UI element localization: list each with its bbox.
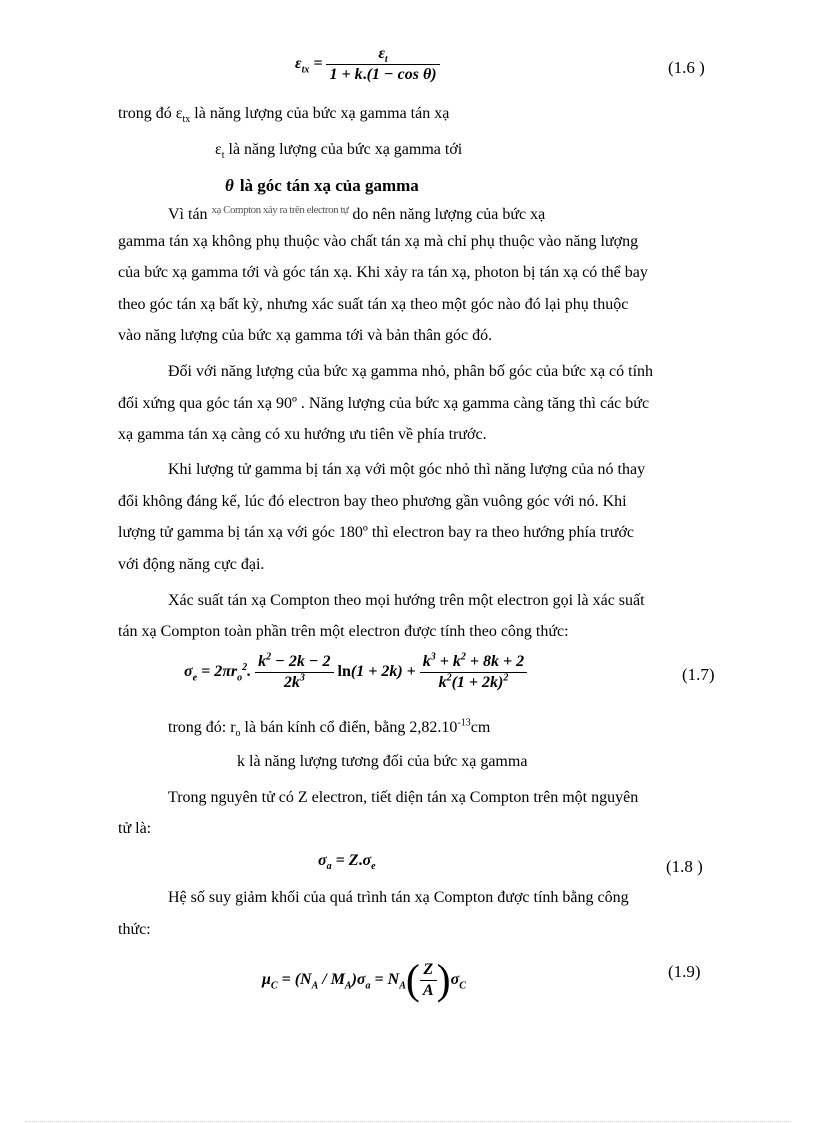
paragraph-3-line-3: lượng tử gamma bị tán xạ với góc 180º thì electron bay ra theo hướng phía trước: [118, 524, 635, 541]
paragraph-2-line-1: Đối với năng lượng của bức xạ gamma nhỏ, phân bố góc của bức xạ có tính: [168, 363, 654, 380]
paragraph-6-line-2: thức:: [118, 921, 151, 938]
classical-radius-text: là bán kính cổ điển, bằng 2,82.10: [244, 719, 458, 736]
paragraph-5-line-1: Trong nguyên tử có Z electron, tiết diện tán xạ Compton trên một nguyên: [168, 789, 639, 806]
paragraph-3-line-1: Khi lượng tử gamma bị tán xạ với một góc nhỏ thì năng lượng của nó thay: [168, 461, 646, 478]
epsilon-tx-subscript: tx: [182, 114, 191, 126]
equation-number-1-9: (1.9): [668, 962, 701, 981]
paragraph-1-line-2: gamma tán xạ không phụ thuộc vào chất tán xạ mà chỉ phụ thuộc vào năng lượng: [118, 233, 639, 250]
equation-number-1-8: (1.8 ): [666, 857, 703, 876]
paragraph-3-line-4: với động năng cực đại.: [118, 556, 265, 573]
paragraph-1-line-4: theo góc tán xạ bất kỳ, nhưng xác suất tán xạ theo một góc nào đó lại phụ thuộc: [118, 296, 629, 313]
theta-definition: [225, 176, 419, 196]
theta-symbol: θ: [225, 176, 234, 195]
k-definition: k là năng lượng tương đối của bức xạ gamma: [237, 753, 528, 770]
paragraph-6-line-1: Hệ số suy giảm khối của quá trình tán xạ Compton được tính bằng công: [168, 889, 629, 906]
paragraph-1-line-1: [168, 200, 545, 225]
equation-number-1-6: (1.6 ): [668, 58, 705, 77]
equation-1-7: $\sigma_e = 2\pi r_o^2$. $\frac{k^2 - 2k - 2}{2k^3}$ ln(1 + 2k) + $\frac{k^3 + k^2 + 8k + 2}{k^2(1 + 2k)^2}$: [184, 652, 527, 693]
exponent: -13: [457, 717, 471, 729]
equation-1-6: $\varepsilon_{tx}$ = $\frac{\varepsilon_t}{\text{1 + k.(1 − cos θ)}}$: [295, 44, 440, 85]
epsilon-t-subscript: t: [221, 150, 225, 162]
scattered-energy-definition: [118, 104, 449, 124]
p1-start: Vì tán: [168, 206, 208, 223]
incident-energy-definition: [215, 140, 462, 160]
theta-definition-text: là góc tán xạ của gamma: [239, 176, 419, 195]
classical-radius-definition: [168, 718, 490, 738]
equation-number-1-7: (1.7): [682, 665, 715, 684]
scattered-energy-text: là năng lượng của bức xạ gamma tán xạ: [194, 105, 450, 122]
page-bottom-border: [25, 1121, 791, 1122]
paragraph-5-line-2: tử là:: [118, 820, 152, 837]
paragraph-1-line-5: vào năng lượng của bức xạ gamma tới và bản thân góc đó.: [118, 327, 493, 344]
paragraph-3-line-2: đổi không đáng kể, lúc đó electron bay theo phương gần vuông góc với nó. Khi: [118, 493, 627, 510]
p1-obscured-text: xạ Compton xảy ra trên electron tự: [211, 204, 349, 216]
paragraph-4-line-1: Xác suất tán xạ Compton theo mọi hướng trên một electron gọi là xác suất: [168, 592, 645, 609]
paragraph-2-line-3: xạ gamma tán xạ càng có xu hướng ưu tiên về phía trước.: [118, 426, 487, 443]
equation-1-8: $\sigma_a = Z.\sigma_e$: [318, 852, 376, 873]
p1-end: do nên năng lượng của bức xạ: [352, 206, 546, 223]
equation-1-9: $\mu_C = (N_A / M_A)\sigma_a = N_A$( $\frac{Z}{A}$ )$\sigma_C$: [262, 957, 466, 1004]
unit: cm: [470, 719, 491, 736]
where-label-2: trong đó: r: [168, 719, 236, 736]
epsilon-symbol: ε: [215, 141, 222, 158]
paragraph-1-line-3: của bức xạ gamma tới và góc tán xạ. Khi xảy ra tán xạ, photon bị tán xạ có thể bay: [118, 264, 648, 281]
incident-energy-text: là năng lượng của bức xạ gamma tới: [228, 141, 463, 158]
r-o-subscript: o: [235, 728, 241, 740]
paragraph-2-line-2: đối xứng qua góc tán xạ 90º . Năng lượng của bức xạ gamma càng tăng thì các bức: [118, 395, 650, 412]
where-label: trong đó ε: [118, 105, 183, 122]
paragraph-4-line-2: tán xạ Compton toàn phần trên một electron được tính theo công thức:: [118, 623, 569, 640]
